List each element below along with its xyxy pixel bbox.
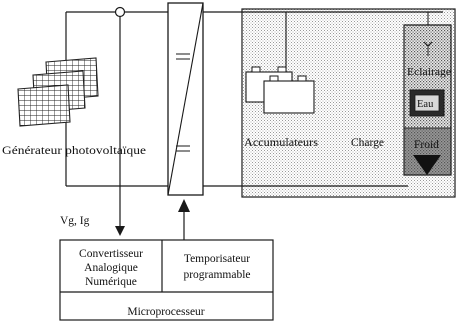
- measurement-arrow-icon: [115, 226, 125, 236]
- timer-label-line-2: programmable: [183, 269, 251, 281]
- battery-label: Accumulateurs: [244, 137, 319, 149]
- generator-label: Générateur photovoltaïque: [2, 145, 146, 157]
- sensor-icon: [116, 8, 125, 17]
- timer-label-line-1: Temporisateur: [183, 253, 251, 265]
- water-label: Eau: [417, 99, 434, 110]
- dc-dc-converter: [168, 3, 203, 195]
- pv-panel-icon: [18, 58, 98, 126]
- converter-label-line-1: Convertisseur: [79, 248, 143, 260]
- converter-label-line-3: Numérique: [85, 276, 137, 288]
- lighting-label: Eclairage: [407, 67, 452, 78]
- measurement-label: Vg, Ig: [60, 215, 90, 227]
- load-label: Charge: [351, 137, 385, 149]
- microprocessor-label: Microprocesseur: [127, 306, 205, 318]
- timer-arrow-icon: [178, 199, 190, 212]
- cold-label: Froid: [414, 139, 439, 151]
- converter-label-line-2: Analogique: [84, 262, 138, 274]
